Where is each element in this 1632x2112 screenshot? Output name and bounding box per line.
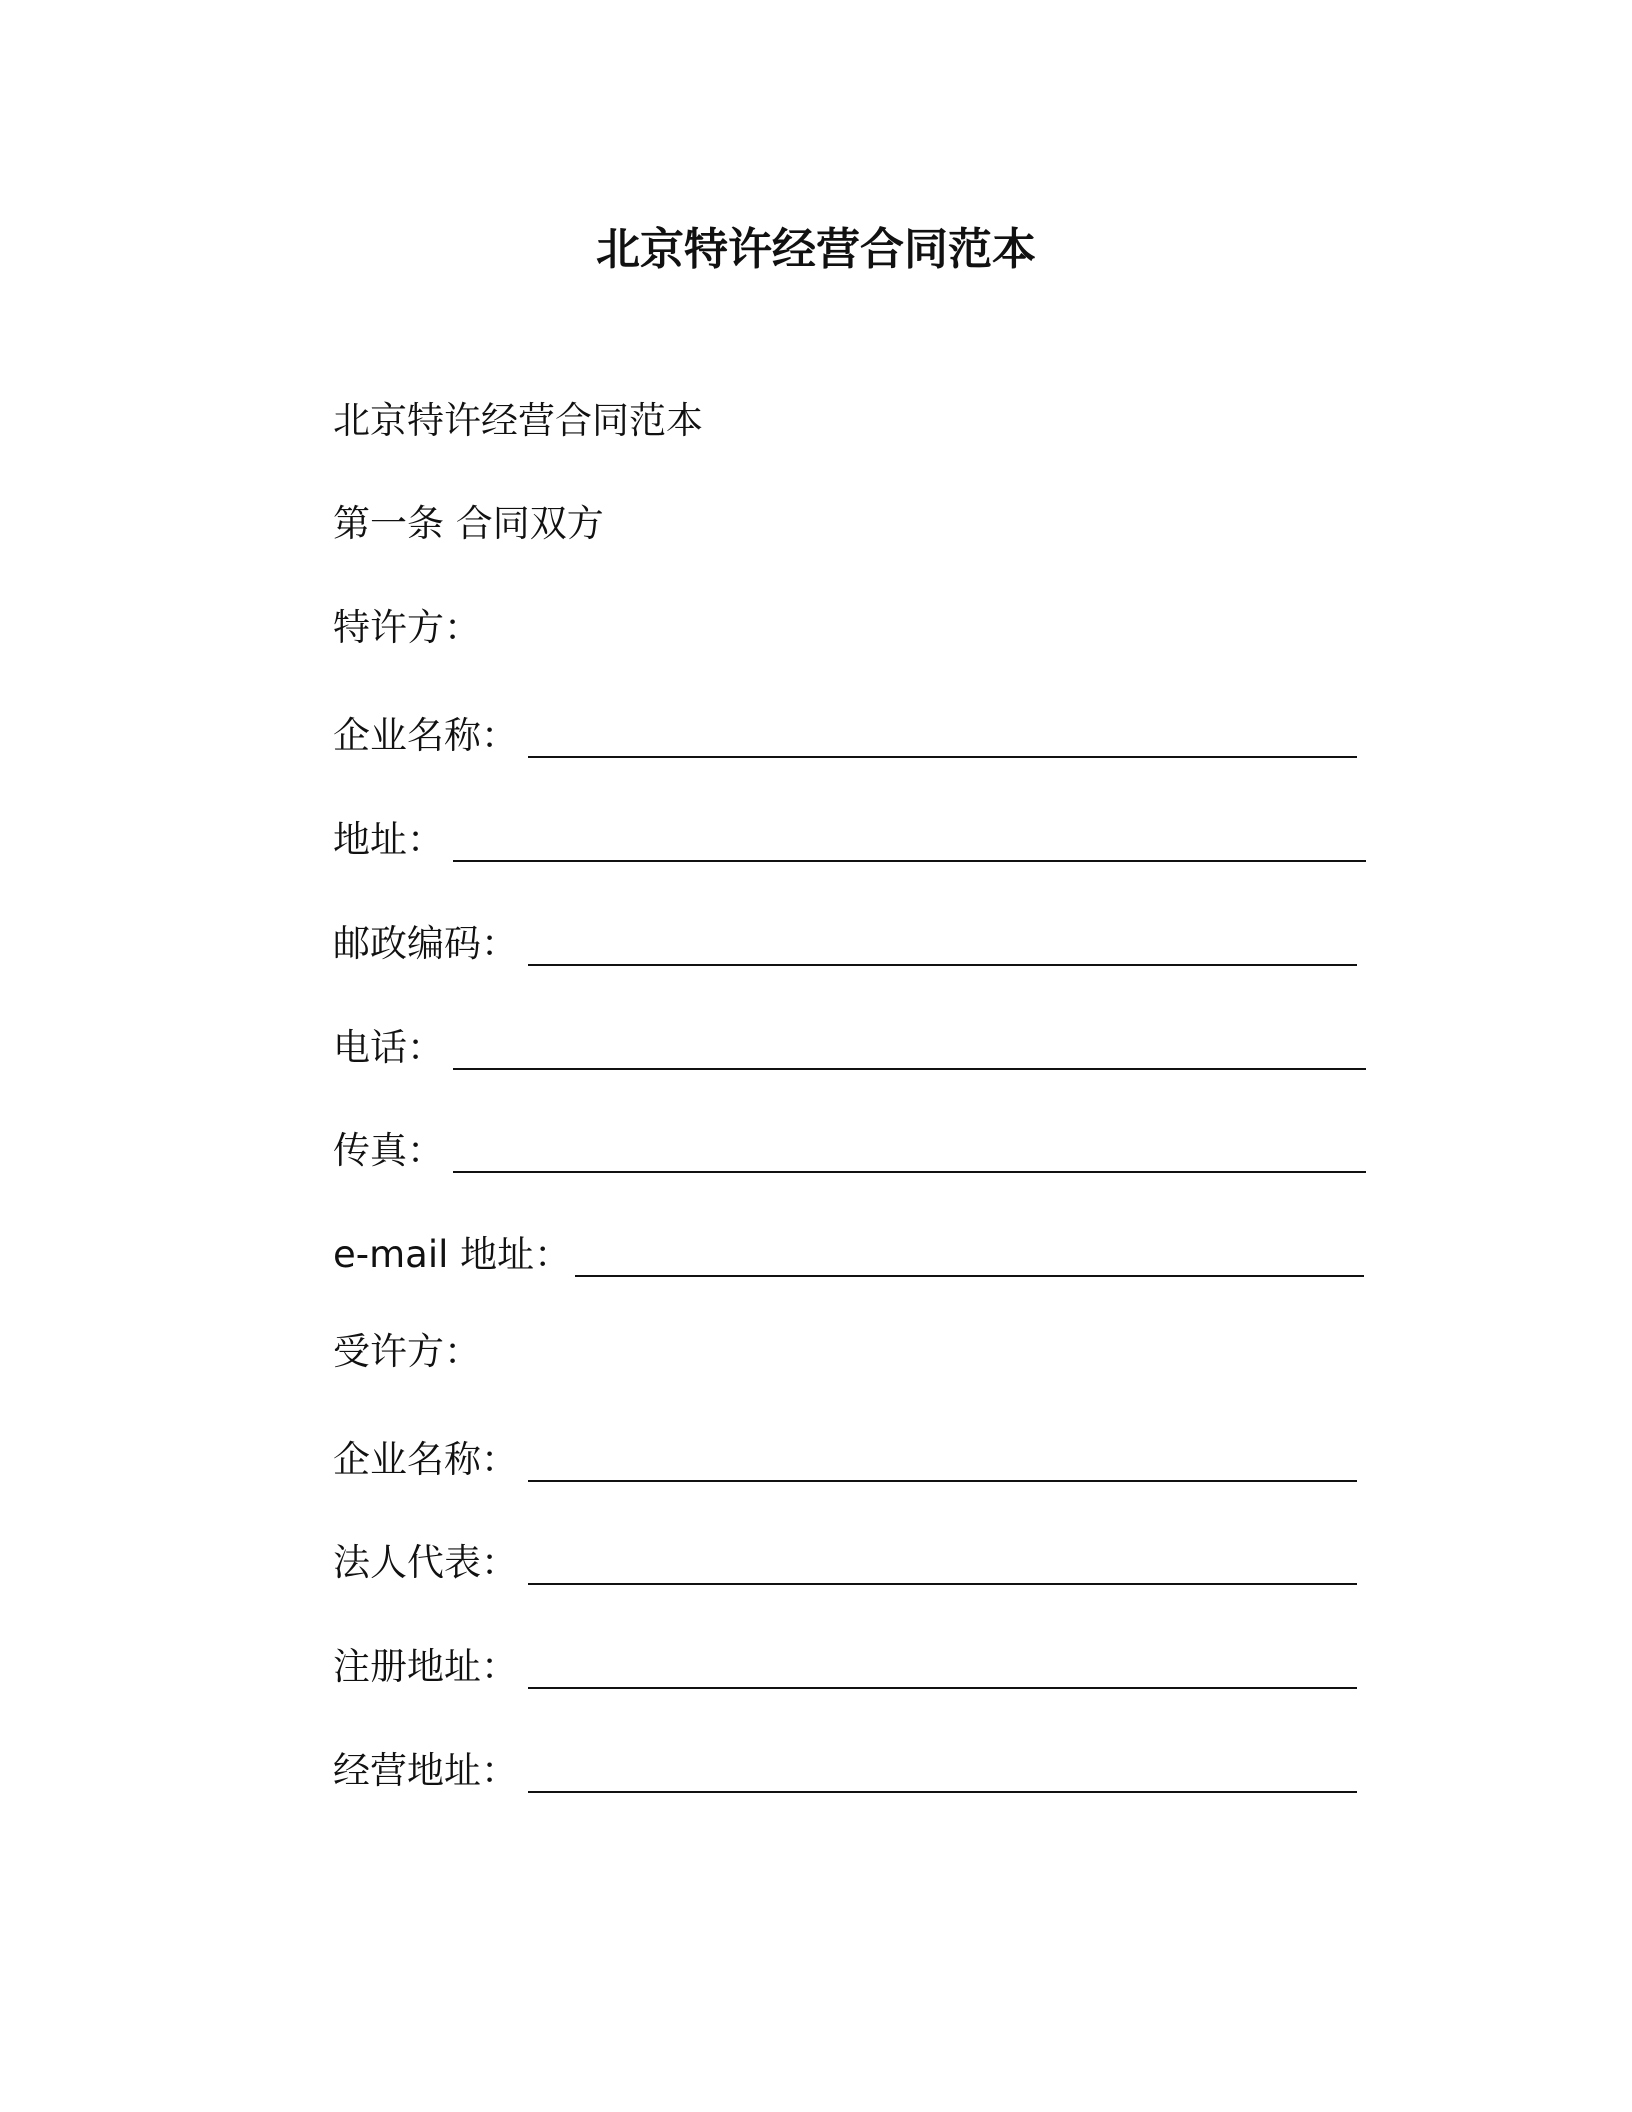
field-label: 地址： bbox=[333, 818, 444, 861]
field-label: 法人代表： bbox=[333, 1541, 518, 1584]
licensor-heading: 特许方： bbox=[333, 606, 481, 649]
document-title: 北京特许经营合同范本 bbox=[596, 224, 1036, 275]
article-1-heading: 第一条 合同双方 bbox=[333, 502, 604, 545]
blank-line[interactable] bbox=[528, 756, 1357, 758]
blank-line[interactable] bbox=[453, 860, 1366, 862]
field-label: 企业名称： bbox=[333, 1438, 518, 1481]
blank-line[interactable] bbox=[528, 1480, 1357, 1482]
field-label: 注册地址： bbox=[333, 1645, 518, 1688]
field-label: 经营地址： bbox=[333, 1749, 518, 1792]
blank-line[interactable] bbox=[453, 1171, 1366, 1173]
field-label: 企业名称： bbox=[333, 714, 518, 757]
blank-line[interactable] bbox=[575, 1275, 1364, 1277]
blank-line[interactable] bbox=[528, 1583, 1357, 1585]
blank-line[interactable] bbox=[528, 1791, 1357, 1793]
blank-line[interactable] bbox=[453, 1068, 1366, 1070]
field-label: 传真： bbox=[333, 1129, 444, 1172]
field-label: 邮政编码： bbox=[333, 922, 518, 965]
blank-line[interactable] bbox=[528, 1687, 1357, 1689]
field-label: 电话： bbox=[333, 1026, 444, 1069]
blank-line[interactable] bbox=[528, 964, 1357, 966]
field-label: e-mail 地址： bbox=[333, 1233, 572, 1276]
document-subtitle: 北京特许经营合同范本 bbox=[333, 399, 703, 442]
licensee-heading: 受许方： bbox=[333, 1330, 481, 1373]
